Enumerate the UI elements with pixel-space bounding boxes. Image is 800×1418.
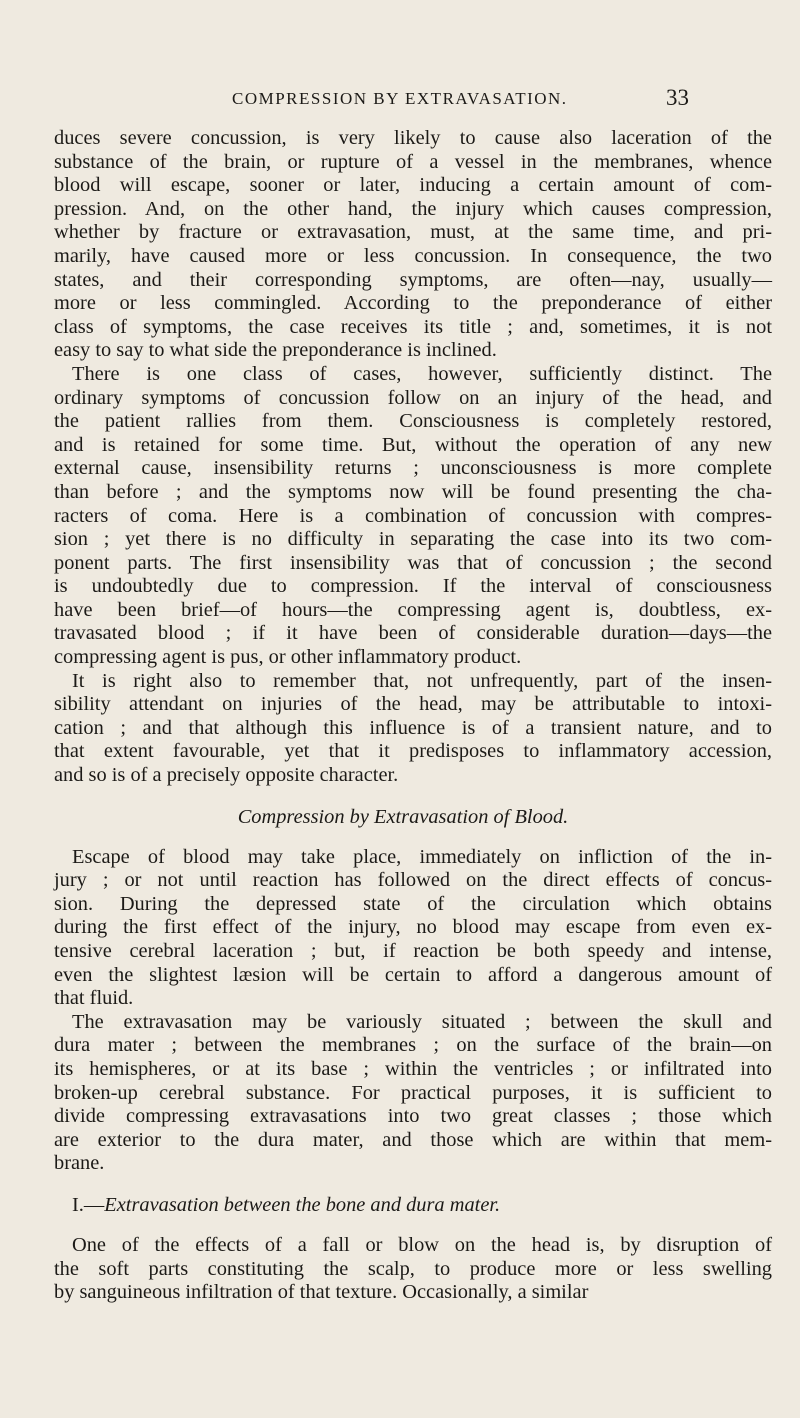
text-line: than before ; and the symptoms now will be found presenting the cha- <box>54 480 772 503</box>
text-line: dura mater ; between the membranes ; on the surface of the brain—on <box>54 1034 772 1057</box>
text-line: Escape of blood may take place, immediately on infliction of the in- <box>72 845 772 868</box>
running-title: COMPRESSION BY EXTRAVASATION. <box>232 89 568 108</box>
page-number: 33 <box>666 85 689 110</box>
text-line: The extravasation may be variously situated ; between the skull and <box>72 1010 772 1033</box>
text-line: have been brief—of hours—the compressing agent is, doubtless, ex- <box>54 598 772 621</box>
text-line: and so is of a precisely opposite character. <box>54 764 399 787</box>
text-line: ponent parts. The first insensibility was that of concussion ; the second <box>54 551 772 574</box>
text-line: the soft parts constituting the scalp, to produce more or less swelling <box>54 1257 772 1280</box>
text-line: sibility attendant on injuries of the head, may be attributable to intoxi- <box>54 693 772 716</box>
text-line: One of the effects of a fall or blow on the head is, by disruption of <box>72 1233 772 1256</box>
text-line: and is retained for some time. But, without the operation of any new <box>54 433 772 456</box>
text-line: during the first effect of the injury, no blood may escape from even ex- <box>54 916 772 939</box>
section-heading <box>54 802 772 832</box>
text-line: that fluid. <box>54 987 134 1010</box>
text-line: ordinary symptoms of concussion follow on an injury of the head, and <box>54 386 772 409</box>
text-line: duces severe concussion, is very likely to cause also laceration of the <box>54 127 772 149</box>
paragraph <box>54 670 772 788</box>
text-line: cation ; and that although this influence is of a transient nature, and to <box>54 716 772 739</box>
text-line: even the slightest læsion will be certain to afford a dangerous amount of <box>54 963 772 986</box>
text-line: There is one class of cases, however, sufficiently distinct. The <box>72 362 772 385</box>
text-line: external cause, insensibility returns ; unconsciousness is more complete <box>54 457 772 480</box>
text-line: is undoubtedly due to compression. If the interval of consciousness <box>54 575 772 598</box>
text-line: compressing agent is pus, or other inflammatory product. <box>54 646 522 669</box>
paragraph <box>54 363 772 670</box>
section-heading-number: I.— <box>72 1193 105 1216</box>
text-line: more or less commingled. According to the preponderance of either <box>54 292 772 315</box>
text-line: broken-up cerebral substance. For practical purposes, it is sufficient to <box>54 1081 772 1104</box>
text-line: whether by fracture or extravasation, must, at the same time, and pri- <box>54 221 772 244</box>
text-line: tensive cerebral laceration ; but, if reaction be both speedy and intense, <box>54 940 772 962</box>
running-head <box>0 85 800 115</box>
text-line: sion ; yet there is no difficulty in separating the case into its two com- <box>54 528 772 551</box>
text-line: pression. And, on the other hand, the injury which causes compression, <box>54 197 772 220</box>
text-line: racters of coma. Here is a combination of concussion with compres- <box>54 504 772 527</box>
paragraph <box>54 127 772 363</box>
text-line: sion. During the depressed state of the circulation which obtains <box>54 892 772 915</box>
text-line: blood will escape, sooner or later, inducing a certain amount of com- <box>54 174 772 197</box>
text-line: travasated blood ; if it have been of considerable duration—days—the <box>54 622 772 645</box>
text-line: brane. <box>54 1152 105 1175</box>
text-line: by sanguineous infiltration of that texture. Occasionally, a similar <box>54 1281 589 1304</box>
text-line: class of symptoms, the case receives its title ; and, sometimes, it is not <box>54 315 772 338</box>
text-line: the patient rallies from them. Consciousness is completely restored, <box>54 410 772 433</box>
text-line: It is right also to remember that, not unfrequently, part of the insen- <box>72 669 772 692</box>
text-line: that extent favourable, yet that it predisposes to inflammatory accession, <box>54 740 772 763</box>
text-line: divide compressing extravasations into two great classes ; those which <box>54 1105 772 1128</box>
paragraph <box>54 846 772 1011</box>
text-line: marily, have caused more or less concussion. In consequence, the two <box>54 244 772 267</box>
text-line: substance of the brain, or rupture of a vessel in the membranes, whence <box>54 150 772 173</box>
section-heading <box>54 1190 772 1220</box>
text-line: its hemispheres, or at its base ; within the ventricles ; or infiltrated into <box>54 1057 772 1080</box>
paragraph <box>54 1011 772 1176</box>
text-line: easy to say to what side the preponderance is inclined. <box>54 339 497 362</box>
text-line: are exterior to the dura mater, and those which are within that mem- <box>54 1128 772 1151</box>
page-body <box>54 127 772 1305</box>
text-line: states, and their corresponding symptoms, are often—nay, usually— <box>54 268 772 291</box>
paragraph <box>54 1234 772 1305</box>
section-heading-text: Compression by Extravasation of Blood. <box>237 805 569 828</box>
section-heading-text: Extravasation between the bone and dura mater. <box>104 1193 501 1216</box>
text-line: jury ; or not until reaction has followed on the direct effects of concus- <box>54 869 772 892</box>
